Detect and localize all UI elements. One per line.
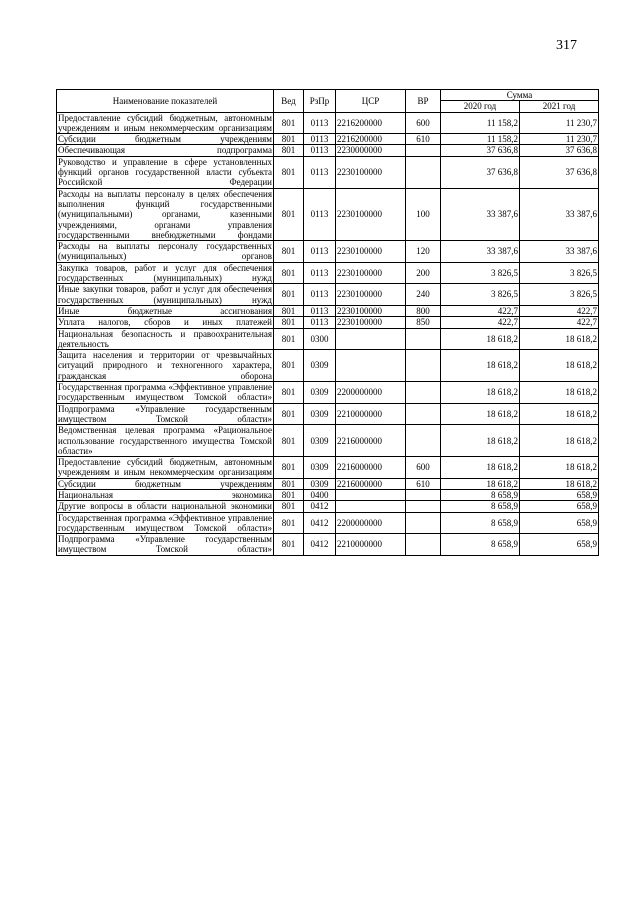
cell-y2020: 8 658,9 xyxy=(441,512,520,534)
cell-csr: 2200000000 xyxy=(336,382,406,404)
cell-csr: 2230100000 xyxy=(336,305,406,316)
cell-y2021: 33 387,6 xyxy=(520,241,599,263)
cell-csr: 2210000000 xyxy=(336,403,406,425)
table-row xyxy=(57,328,599,350)
cell-y2020: 3 826,5 xyxy=(441,262,520,284)
cell-y2021: 37 636,8 xyxy=(520,156,599,188)
cell-vr xyxy=(406,156,441,188)
cell-rzpr: 0113 xyxy=(304,188,336,240)
table-row xyxy=(57,284,599,306)
cell-name: Национальная безопасность и правоохранительная деятельность xyxy=(58,328,272,349)
cell-name: Иные бюджетные ассигнования xyxy=(58,305,272,316)
cell-y2021: 658,9 xyxy=(520,501,599,512)
cell-ved: 801 xyxy=(274,262,304,284)
cell-rzpr: 0309 xyxy=(304,382,336,404)
cell-csr: 2230100000 xyxy=(336,284,406,306)
cell-ved: 801 xyxy=(274,478,304,489)
cell-rzpr: 0113 xyxy=(304,317,336,328)
cell-rzpr: 0309 xyxy=(304,425,336,457)
cell-csr: 2230000000 xyxy=(336,145,406,156)
cell-vr: 100 xyxy=(406,188,441,240)
cell-name: Субсидии бюджетным учреждениям xyxy=(58,134,272,145)
table-row xyxy=(57,512,599,534)
cell-name: Обеспечивающая подпрограмма xyxy=(58,145,272,156)
header-ved: Вед xyxy=(274,90,304,113)
cell-ved: 801 xyxy=(274,403,304,425)
cell-vr: 610 xyxy=(406,478,441,489)
cell-csr xyxy=(336,489,406,500)
cell-vr xyxy=(406,403,441,425)
cell-y2021: 3 826,5 xyxy=(520,284,599,306)
table-row xyxy=(57,425,599,457)
cell-y2020: 18 618,2 xyxy=(441,425,520,457)
cell-y2021: 18 618,2 xyxy=(520,403,599,425)
cell-rzpr: 0309 xyxy=(304,403,336,425)
cell-csr: 2230100000 xyxy=(336,241,406,263)
cell-name: Предоставление субсидий бюджетным, автономным учреждениям и иным некоммерческим организациям xyxy=(58,457,272,478)
cell-csr: 2200000000 xyxy=(336,512,406,534)
cell-csr xyxy=(336,501,406,512)
cell-y2021: 422,7 xyxy=(520,317,599,328)
cell-y2020: 422,7 xyxy=(441,317,520,328)
cell-ved: 801 xyxy=(274,188,304,240)
cell-name: Уплата налогов, сборов и иных платежей xyxy=(58,317,272,328)
cell-y2021: 18 618,2 xyxy=(520,350,599,382)
cell-vr xyxy=(406,145,441,156)
header-csr: ЦСР xyxy=(336,90,406,113)
cell-ved: 801 xyxy=(274,241,304,263)
cell-y2020: 18 618,2 xyxy=(441,457,520,479)
cell-name: Другие вопросы в области национальной экономики xyxy=(58,501,272,512)
cell-vr: 850 xyxy=(406,317,441,328)
cell-name: Национальная экономика xyxy=(58,489,272,500)
cell-csr: 2216000000 xyxy=(336,425,406,457)
cell-y2020: 422,7 xyxy=(441,305,520,316)
cell-name: Предоставление субсидий бюджетным, автономным учреждениям и иным некоммерческим организациям xyxy=(58,112,272,133)
cell-name: Иные закупки товаров, работ и услуг для обеспечения государственных (муниципальных) нужд xyxy=(58,284,272,305)
cell-y2020: 11 158,2 xyxy=(441,112,520,134)
cell-y2020: 18 618,2 xyxy=(441,478,520,489)
header-row xyxy=(57,90,599,101)
header-rzpr: РзПр xyxy=(304,90,336,113)
cell-ved: 801 xyxy=(274,317,304,328)
cell-csr: 2216200000 xyxy=(336,112,406,134)
cell-rzpr: 0113 xyxy=(304,112,336,134)
cell-y2020: 37 636,8 xyxy=(441,156,520,188)
table-row xyxy=(57,134,599,145)
cell-ved: 801 xyxy=(274,534,304,556)
cell-rzpr: 0412 xyxy=(304,512,336,534)
cell-vr: 600 xyxy=(406,112,441,134)
table-row xyxy=(57,489,599,500)
cell-name: Ведомственная целевая программа «Рациональное использование государственного имущества Томской области» xyxy=(58,425,272,456)
cell-y2021: 33 387,6 xyxy=(520,188,599,240)
table-row xyxy=(57,501,599,512)
cell-y2020: 8 658,9 xyxy=(441,534,520,556)
cell-y2021: 422,7 xyxy=(520,305,599,316)
cell-rzpr: 0113 xyxy=(304,134,336,145)
cell-y2020: 37 636,8 xyxy=(441,145,520,156)
cell-vr: 610 xyxy=(406,134,441,145)
cell-csr xyxy=(336,350,406,382)
cell-rzpr: 0113 xyxy=(304,156,336,188)
cell-ved: 801 xyxy=(274,156,304,188)
cell-ved: 801 xyxy=(274,112,304,134)
cell-vr xyxy=(406,382,441,404)
table-row xyxy=(57,478,599,489)
cell-vr xyxy=(406,534,441,556)
cell-ved: 801 xyxy=(274,501,304,512)
cell-rzpr: 0412 xyxy=(304,534,336,556)
cell-y2020: 3 826,5 xyxy=(441,284,520,306)
cell-name: Подпрограмма «Управление государственным имуществом Томской области» xyxy=(58,403,272,424)
cell-vr xyxy=(406,350,441,382)
table-row xyxy=(57,145,599,156)
table-row xyxy=(57,188,599,240)
cell-vr xyxy=(406,501,441,512)
cell-y2021: 18 618,2 xyxy=(520,478,599,489)
cell-csr: 2216000000 xyxy=(336,478,406,489)
cell-csr: 2216000000 xyxy=(336,457,406,479)
cell-csr: 2210000000 xyxy=(336,534,406,556)
cell-name: Государственная программа «Эффективное управление государственным имуществом Томской области» xyxy=(58,382,272,403)
cell-vr: 800 xyxy=(406,305,441,316)
cell-ved: 801 xyxy=(274,284,304,306)
cell-name: Руководство и управление в сфере установленных функций органов государственной власти субъекта Российской Федерации xyxy=(58,156,272,188)
page-number: 317 xyxy=(556,38,577,53)
table-row xyxy=(57,241,599,263)
cell-y2021: 37 636,8 xyxy=(520,145,599,156)
table-row xyxy=(57,156,599,188)
cell-name: Субсидии бюджетным учреждениям xyxy=(58,478,272,489)
cell-y2020: 18 618,2 xyxy=(441,350,520,382)
cell-name: Подпрограмма «Управление государственным имуществом Томской области» xyxy=(58,534,272,555)
cell-y2020: 33 387,6 xyxy=(441,188,520,240)
cell-rzpr: 0113 xyxy=(304,145,336,156)
table-row xyxy=(57,317,599,328)
cell-csr: 2230100000 xyxy=(336,156,406,188)
cell-name: Защита населения и территории от чрезвычайных ситуаций природного и техногенного характера, гражданская оборона xyxy=(58,350,272,381)
cell-ved: 801 xyxy=(274,134,304,145)
table-row xyxy=(57,262,599,284)
cell-y2021: 11 230,7 xyxy=(520,112,599,134)
table-row xyxy=(57,457,599,479)
cell-rzpr: 0113 xyxy=(304,262,336,284)
table-row xyxy=(57,305,599,316)
cell-y2020: 11 158,2 xyxy=(441,134,520,145)
cell-y2021: 18 618,2 xyxy=(520,382,599,404)
cell-rzpr: 0309 xyxy=(304,457,336,479)
cell-vr xyxy=(406,425,441,457)
cell-rzpr: 0400 xyxy=(304,489,336,500)
cell-y2020: 33 387,6 xyxy=(441,241,520,263)
cell-rzpr: 0309 xyxy=(304,350,336,382)
cell-y2020: 18 618,2 xyxy=(441,328,520,350)
cell-y2021: 18 618,2 xyxy=(520,425,599,457)
cell-ved: 801 xyxy=(274,328,304,350)
cell-y2021: 18 618,2 xyxy=(520,328,599,350)
cell-y2021: 11 230,7 xyxy=(520,134,599,145)
cell-csr: 2230100000 xyxy=(336,262,406,284)
header-sum: Сумма xyxy=(441,90,599,101)
cell-y2021: 18 618,2 xyxy=(520,457,599,479)
cell-ved: 801 xyxy=(274,145,304,156)
cell-rzpr: 0309 xyxy=(304,478,336,489)
cell-name: Расходы на выплаты персоналу государственных (муниципальных) органов xyxy=(58,241,272,262)
cell-y2021: 3 826,5 xyxy=(520,262,599,284)
cell-csr: 2216200000 xyxy=(336,134,406,145)
cell-vr xyxy=(406,489,441,500)
cell-ved: 801 xyxy=(274,425,304,457)
table-row xyxy=(57,350,599,382)
cell-name: Закупка товаров, работ и услуг для обеспечения государственных (муниципальных) нужд xyxy=(58,262,272,284)
cell-ved: 801 xyxy=(274,457,304,479)
table-row xyxy=(57,382,599,404)
cell-rzpr: 0113 xyxy=(304,305,336,316)
header-2021: 2021 год xyxy=(520,101,599,112)
cell-name: Расходы на выплаты персоналу в целях обеспечения выполнения функций государственными (муниципальными) органами, казенными учреждениями, органами управления государственными внебюджетными фондами xyxy=(58,188,272,240)
cell-csr: 2230100000 xyxy=(336,188,406,240)
table-row xyxy=(57,112,599,134)
cell-rzpr: 0412 xyxy=(304,501,336,512)
cell-y2021: 658,9 xyxy=(520,534,599,556)
cell-vr: 120 xyxy=(406,241,441,263)
header-2020: 2020 год xyxy=(441,101,520,112)
cell-vr: 240 xyxy=(406,284,441,306)
cell-y2020: 18 618,2 xyxy=(441,403,520,425)
table-row xyxy=(57,403,599,425)
cell-rzpr: 0113 xyxy=(304,284,336,306)
budget-table xyxy=(56,89,599,556)
cell-vr xyxy=(406,328,441,350)
cell-name: Государственная программа «Эффективное управление государственным имуществом Томской области» xyxy=(58,512,272,533)
cell-vr xyxy=(406,512,441,534)
cell-y2020: 8 658,9 xyxy=(441,489,520,500)
cell-ved: 801 xyxy=(274,350,304,382)
table-row xyxy=(57,534,599,556)
cell-y2021: 658,9 xyxy=(520,512,599,534)
cell-rzpr: 0300 xyxy=(304,328,336,350)
header-vr: ВР xyxy=(406,90,441,113)
cell-y2020: 18 618,2 xyxy=(441,382,520,404)
cell-csr: 2230100000 xyxy=(336,317,406,328)
cell-rzpr: 0113 xyxy=(304,241,336,263)
cell-y2020: 8 658,9 xyxy=(441,501,520,512)
cell-y2021: 658,9 xyxy=(520,489,599,500)
cell-ved: 801 xyxy=(274,305,304,316)
cell-vr: 200 xyxy=(406,262,441,284)
cell-csr xyxy=(336,328,406,350)
cell-ved: 801 xyxy=(274,512,304,534)
cell-ved: 801 xyxy=(274,489,304,500)
cell-ved: 801 xyxy=(274,382,304,404)
cell-vr: 600 xyxy=(406,457,441,479)
header-name: Наименование показателей xyxy=(57,90,274,113)
